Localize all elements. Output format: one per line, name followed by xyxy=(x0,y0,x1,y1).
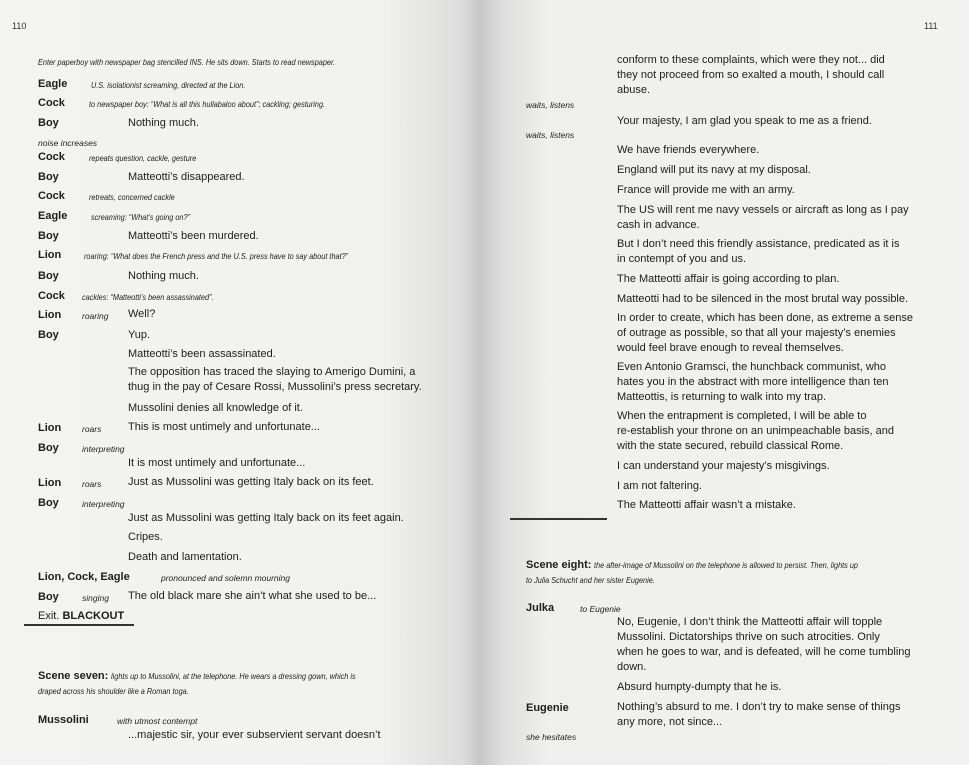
stage-direction: waits, listens xyxy=(526,100,575,110)
dialogue-line: ...majestic sir, your ever subservient servant doesn’t xyxy=(128,729,381,741)
stage-direction: screaming: “What’s going on?” xyxy=(91,212,191,222)
stage-direction: waits, listens xyxy=(526,130,575,140)
dialogue-paragraph: But I don’t need this friendly assistance, predicated as it is in contempt of you and us. xyxy=(617,238,900,265)
scene-heading: Scene eight: xyxy=(526,559,592,571)
dialogue-line: The Matteotti affair wasn’t a mistake. xyxy=(617,499,796,511)
stage-direction: Enter paperboy with newspaper bag stencilled INS. He sits down. Starts to read newspaper. xyxy=(38,57,336,67)
dialogue-paragraph: The US will rent me navy vessels or aircraft as long as I pay cash in advance. xyxy=(617,204,909,231)
stage-direction: pronounced and solemn mourning xyxy=(161,573,291,583)
speaker-name: Boy xyxy=(38,270,59,282)
speaker-name: Eugenie xyxy=(526,702,569,714)
speaker-name: Cock xyxy=(38,190,65,202)
stage-direction: repeats question, cackle, gesture xyxy=(89,153,197,163)
dialogue-line: Matteotti’s disappeared. xyxy=(128,171,245,183)
stage-direction: she hesitates xyxy=(526,732,577,742)
stage-direction: to newspaper boy: “What is all this hullabaloo about”; cackling; gesturing. xyxy=(89,99,326,109)
dialogue-line: Matteotti’s been murdered. xyxy=(128,230,259,242)
scene-eight-header xyxy=(526,558,901,573)
dialogue-line: Cripes. xyxy=(128,531,163,543)
dialogue-line: This is most untimely and unfortunate... xyxy=(128,421,320,433)
dialogue-line: Absurd humpty-dumpty that he is. xyxy=(617,681,782,693)
dialogue-paragraph: In order to create, which has been done, as extreme a sense of outrage as possible, so that all your majesty’s enemies would feel brave enough to reveal themselves. xyxy=(617,312,913,354)
dialogue-line: Mussolini denies all knowledge of it. xyxy=(128,402,303,414)
stage-direction: interpreting xyxy=(82,499,125,509)
section-rule xyxy=(510,518,607,520)
scene-seven-header xyxy=(38,669,396,684)
dialogue-line: Yup. xyxy=(128,329,151,341)
dialogue-line: Just as Mussolini was getting Italy back on its feet. xyxy=(128,476,374,488)
stage-direction: cackles: “Matteotti’s been assassinated”. xyxy=(82,292,214,302)
stage-direction: roaring xyxy=(82,311,109,321)
dialogue-line: Just as Mussolini was getting Italy back on its feet again. xyxy=(128,512,404,524)
dialogue-line: The Matteotti affair is going according to plan. xyxy=(617,273,840,285)
dialogue-line: Well? xyxy=(128,308,156,320)
speaker-name: Mussolini xyxy=(38,714,89,726)
speaker-name: Cock xyxy=(38,151,65,163)
dialogue-paragraph: No, Eugenie, I don’t think the Matteotti affair will topple Mussolini. Dictatorships thrive on such atrocities. Only when he goes to war, and is defeated, will he come tumbling down. xyxy=(617,616,911,673)
dialogue-line: It is most untimely and unfortunate... xyxy=(128,457,306,469)
speaker-name: Boy xyxy=(38,591,59,603)
speaker-name: Cock xyxy=(38,290,65,302)
stage-direction: with utmost contempt xyxy=(117,716,198,726)
exit-line xyxy=(38,609,124,624)
dialogue-paragraph: Even Antonio Gramsci, the hunchback communist, who hates you in the abstract with more intelligence than ten Matteottis, is returning to walk into my trap. xyxy=(617,361,889,403)
stage-direction: roars xyxy=(82,424,102,434)
stage-direction: interpreting xyxy=(82,444,125,454)
page-number: 110 xyxy=(12,21,27,31)
scene-direction: lights up to Mussolini, at the telephone. He wears a dressing gown, which is xyxy=(111,671,357,681)
stage-direction: roars xyxy=(82,479,102,489)
speaker-name: Julka xyxy=(526,602,555,614)
speaker-name: Eagle xyxy=(38,210,68,222)
speaker-name: Boy xyxy=(38,497,59,509)
speaker-name: Boy xyxy=(38,442,59,454)
speaker-name: Lion xyxy=(38,477,62,489)
speaker-name: Lion xyxy=(38,309,62,321)
page-number: 111 xyxy=(924,21,938,31)
dialogue-line: We have friends everywhere. xyxy=(617,144,760,156)
speaker-name: Boy xyxy=(38,117,59,129)
dialogue-paragraph: conform to these complaints, which were they not... did they not proceed from so exalted a mouth, I should call abuse. xyxy=(617,54,885,96)
dialogue-paragraph: The opposition has traced the slaying to Amerigo Dumini, a thug in the pay of Cesare Rossi, Mussolini’s press secretary. xyxy=(128,366,422,393)
dialogue-paragraph: When the entrapment is completed, I will be able to re-establish your throne on an unimpeachable basis, and with the state secured, rebuild classical Rome. xyxy=(617,410,895,452)
dialogue-paragraph: Nothing’s absurd to me. I don’t try to make sense of things any more, not since... xyxy=(617,701,901,728)
dialogue-line: Death and lamentation. xyxy=(128,551,242,563)
dialogue-line: The old black mare she ain’t what she used to be... xyxy=(128,590,377,602)
speaker-name: Lion, Cock, Eagle xyxy=(38,571,130,583)
stage-direction: roaring: “What does the French press and the U.S. press have to say about that?” xyxy=(84,251,349,261)
speaker-name: Boy xyxy=(38,329,59,341)
dialogue-line: Nothing much. xyxy=(128,117,199,129)
section-rule xyxy=(24,624,134,626)
dialogue-line: I can understand your majesty’s misgivings. xyxy=(617,460,830,472)
stage-direction: noise increases xyxy=(38,138,98,148)
speaker-name: Boy xyxy=(38,230,59,242)
scene-heading: Scene seven: xyxy=(38,670,109,682)
dialogue-line: Matteotti had to be silenced in the most brutal way possible. xyxy=(617,293,909,305)
dialogue-line: Your majesty, I am glad you speak to me as a friend. xyxy=(617,115,872,127)
dialogue-line: I am not faltering. xyxy=(617,480,702,492)
speaker-name: Lion xyxy=(38,422,62,434)
dialogue-line: Nothing much. xyxy=(128,270,199,282)
dialogue-line: France will provide me with an army. xyxy=(617,184,795,196)
exit-label: Exit. xyxy=(38,610,60,622)
speaker-name: Cock xyxy=(38,97,65,109)
scene-direction: the after-image of Mussolini on the telephone is allowed to persist. Then, lights up xyxy=(594,560,859,570)
stage-direction: singing xyxy=(82,593,109,603)
stage-direction: retreats, concerned cackle xyxy=(89,192,175,202)
stage-direction: U.S. isolationist screaming, directed at the Lion. xyxy=(91,80,246,90)
speaker-name: Lion xyxy=(38,249,62,261)
blackout-label: BLACKOUT xyxy=(62,610,125,622)
scene-direction: to Julia Schucht and her sister Eugenie. xyxy=(526,575,655,585)
dialogue-line: England will put its navy at my disposal. xyxy=(617,164,811,176)
speaker-name: Eagle xyxy=(38,78,68,90)
left-page xyxy=(0,0,478,765)
stage-direction: to Eugenie xyxy=(580,604,621,614)
right-page xyxy=(478,0,969,765)
speaker-name: Boy xyxy=(38,171,59,183)
dialogue-line: Matteotti’s been assassinated. xyxy=(128,348,276,360)
scene-direction: draped across his shoulder like a Roman toga. xyxy=(38,686,189,696)
